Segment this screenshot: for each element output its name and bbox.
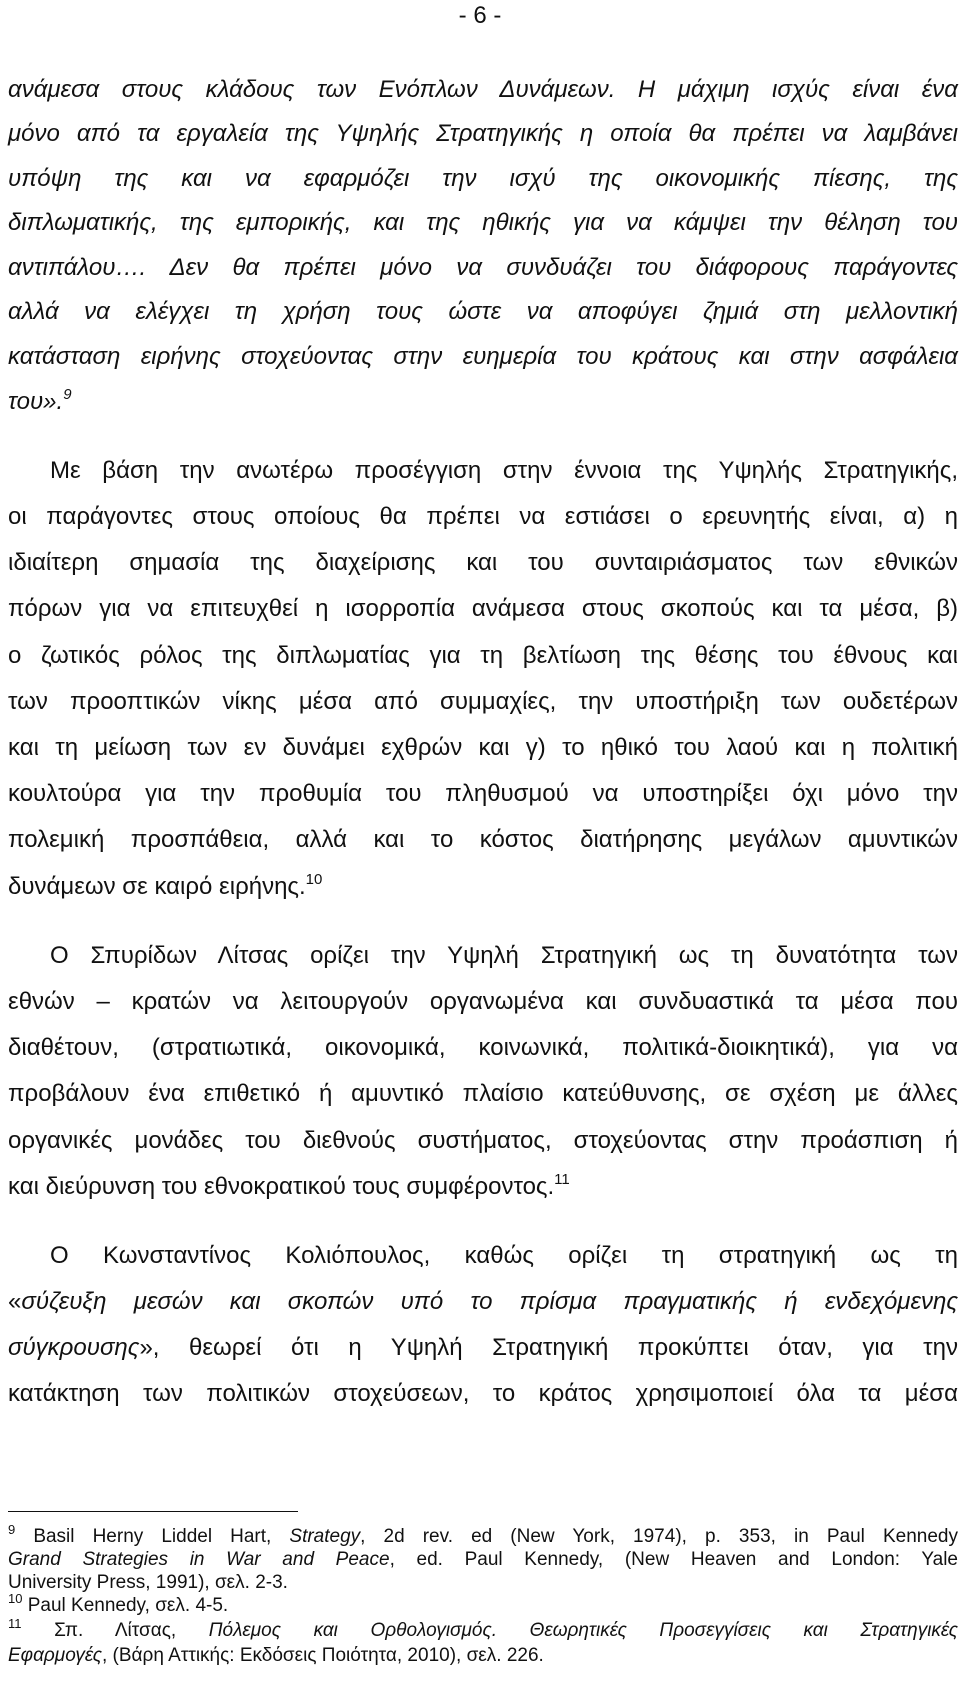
text-line: υπόψη της και να εφαρμόζει την ισχύ της οικονομικής πίεσης, της <box>8 165 958 192</box>
text-line <box>8 388 958 416</box>
quoted-definition: σύγκρουσης <box>8 1334 140 1361</box>
book-title: Πόλεμος και Ορθολογισμός. Θεωρητικές Προσεγγίσεις και Στρατηγικές <box>208 1620 958 1641</box>
footnote-ref: 11 <box>554 1171 570 1188</box>
text-line <box>8 1288 958 1316</box>
text-line: αντιπάλου…. Δεν θα πρέπει μόνο να συνδυάζει του διάφορους παράγοντες <box>8 254 958 281</box>
footnote-9-line: University Press, 1991), σελ. 2-3. <box>8 1572 288 1593</box>
text-line: Ο Κωνσταντίνος Κολιόπουλος, καθώς ορίζει τη στρατηγική ως τη <box>50 1242 958 1269</box>
text-line: ανάμεσα στους κλάδους των Ενόπλων Δυνάμεων. Η μάχιμη ισχύς είναι ένα <box>8 76 958 103</box>
footnote-9-line <box>8 1549 958 1571</box>
book-title: Εφαρμογές <box>8 1645 102 1666</box>
text-line: Με βάση την ανωτέρω προσέγγιση στην έννοια της Υψηλής Στρατηγικής, <box>50 457 958 484</box>
book-title: Strategy <box>289 1526 361 1547</box>
text-line: Ο Σπυρίδων Λίτσας ορίζει την Υψηλή Στρατηγική ως τη δυνατότητα των <box>50 942 958 969</box>
text-line: πόρων για να επιτευχθεί η ισορροπία ανάμεσα στους σκοπούς και τα μέσα, β) <box>8 595 958 622</box>
footnote-11-line <box>8 1645 958 1667</box>
text-fragment: », θεωρεί ότι η Υψηλή Στρατηγική προκύπτει όταν, για την <box>139 1334 958 1361</box>
text-line: οργανικές μονάδες του διεθνούς συστήματος, στοχεύοντας στην προάσπιση ή <box>8 1127 958 1154</box>
footnote-number: 9 <box>8 1522 16 1537</box>
text-line: διπλωματικής, της εμπορικής, και της ηθικής για να κάμψει την θέληση του <box>8 209 958 236</box>
footnote-9 <box>8 1522 958 1548</box>
text-fragment: Paul Kennedy, σελ. 4-5. <box>22 1595 229 1616</box>
text-line: οι παράγοντες στους οποίους θα πρέπει να εστιάσει ο ερευνητής είναι, α) η <box>8 503 958 530</box>
text-fragment: του». <box>8 388 64 415</box>
text-line: προβάλουν ένα επιθετικό ή αμυντικό πλαίσιο κατεύθυνσης, σε σχέση με άλλες <box>8 1080 958 1107</box>
text-line: κατάσταση ειρήνης στοχεύοντας στην ευημερία του κράτους και στην ασφάλεια <box>8 343 958 370</box>
footnote-ref: 10 <box>305 871 323 888</box>
text-line: πολεμική προσπάθεια, αλλά και το κόστος διατήρησης μεγάλων αμυντικών <box>8 826 958 853</box>
text-line: εθνών – κρατών να λειτουργούν οργανωμένα και συνδυαστικά τα μέσα που <box>8 988 958 1015</box>
text-line: ο ζωτικός ρόλος της διπλωματίας για τη βελτίωση της θέσης του έθνους και <box>8 642 958 669</box>
text-line: διαθέτουν, (στρατιωτικά, οικονομικά, κοινωνικά, πολιτικά-διοικητικά), για να <box>8 1034 958 1061</box>
footnote-11 <box>8 1616 958 1642</box>
footnote-number: 11 <box>8 1616 22 1631</box>
text-fragment: , (Βάρη Αττικής: Εκδόσεις Ποιότητα, 2010), σελ. 226. <box>102 1645 544 1666</box>
text-line: των προοπτικών νίκης μέσα από συμμαχίες, την υποστήριξη των ουδετέρων <box>8 688 958 715</box>
book-title: Grand Strategies in War and Peace <box>8 1549 390 1570</box>
footnote-number: 10 <box>8 1591 23 1606</box>
page-number: - 6 - <box>458 2 502 29</box>
text-line <box>8 1173 958 1201</box>
text-fragment: δυνάμεων σε καιρό ειρήνης. <box>8 873 306 900</box>
text-fragment: Basil Herny Liddel Hart, <box>15 1526 290 1547</box>
text-fragment: , 2d rev. ed (New York, 1974), p. 353, in Paul Kennedy <box>360 1526 958 1547</box>
text-line: αλλά να ελέγχει τη χρήση τους ώστε να αποφύγει ζημιά στη μελλοντική <box>8 298 958 325</box>
footnote-ref: 9 <box>63 386 72 403</box>
text-line: κατάκτηση των πολιτικών στοχεύσεων, το κράτος χρησιμοποιεί όλα τα μέσα <box>8 1380 958 1407</box>
text-line <box>8 1334 958 1362</box>
text-line: κουλτούρα για την προθυμία του πληθυσμού να υποστηρίξει όχι μόνο την <box>8 780 958 807</box>
text-line <box>8 873 958 901</box>
text-line: μόνο από τα εργαλεία της Υψηλής Στρατηγικής η οποία θα πρέπει να λαμβάνει <box>8 120 958 147</box>
text-line: και τη μείωση των εν δυνάμει εχθρών και γ) το ηθικό του λαού και η πολιτική <box>8 734 958 761</box>
text-line: ιδιαίτερη σημασία της διαχείρισης και του συνταιριάσματος των εθνικών <box>8 549 958 576</box>
text-fragment: , ed. Paul Kennedy, (New Heaven and London: Yale <box>389 1549 959 1570</box>
text-fragment: Σπ. Λίτσας, <box>21 1620 209 1641</box>
text-fragment: και διεύρυνση του εθνοκρατικού τους συμφέροντος. <box>8 1173 555 1200</box>
footnote-separator <box>8 1511 298 1512</box>
quoted-definition: σύζευξη μεσών και σκοπών υπό το πρίσμα πραγματικής ή ενδεχόμενης <box>21 1288 958 1315</box>
quote-mark: « <box>8 1288 22 1315</box>
footnote-10 <box>8 1591 958 1617</box>
